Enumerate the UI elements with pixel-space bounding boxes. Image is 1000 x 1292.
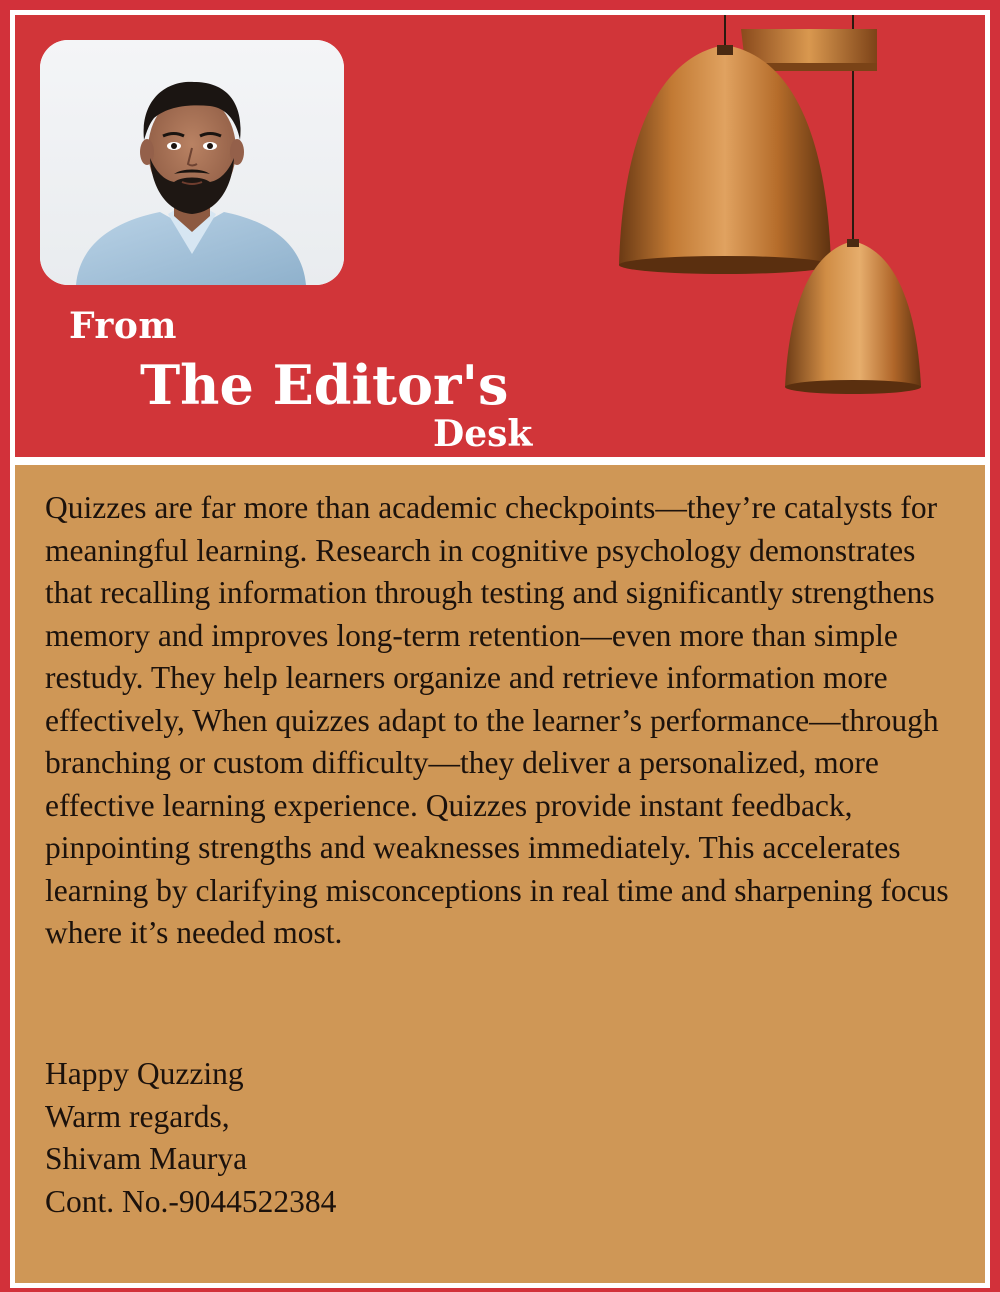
editor-name: Shivam Maurya xyxy=(45,1141,248,1176)
editor-photo xyxy=(40,40,344,285)
editor-contact: Cont. No.-9044522384 xyxy=(45,1183,337,1219)
title-desk: Desk xyxy=(433,413,533,455)
signoff-closing: Warm regards, xyxy=(45,1098,230,1134)
header-banner xyxy=(15,15,985,457)
pendant-lamp-icon xyxy=(605,15,985,457)
editor-message-panel xyxy=(15,465,985,1283)
signoff-block xyxy=(45,1053,336,1223)
editor-portrait-icon xyxy=(40,40,344,285)
signoff-greeting: Happy Quzzing xyxy=(45,1056,244,1091)
title-from: From xyxy=(69,305,177,347)
section-divider xyxy=(15,457,985,465)
page-title: The Editor's xyxy=(140,353,509,417)
editor-message xyxy=(45,487,965,955)
editor-desk-card xyxy=(10,10,990,1288)
message-paragraph: Quizzes are far more than academic checkpoints—they’re catalysts for meaningful learning. Research in cognitive psychology demonstrates that recalling information through testing and significantly strengthens memory and improves long-term retention—even more than simple restudy. They help learners organize and retrieve information more effectively, When quizzes adapt to the learner’s performance—through branching or custom difficulty—they deliver a personalized, more effective learning experience. Quizzes provide instant feedback, pinpointing strengths and weaknesses immediately. This accelerates learning by clarifying misconceptions in real time and sharpening focus where it’s needed most. xyxy=(45,490,949,950)
